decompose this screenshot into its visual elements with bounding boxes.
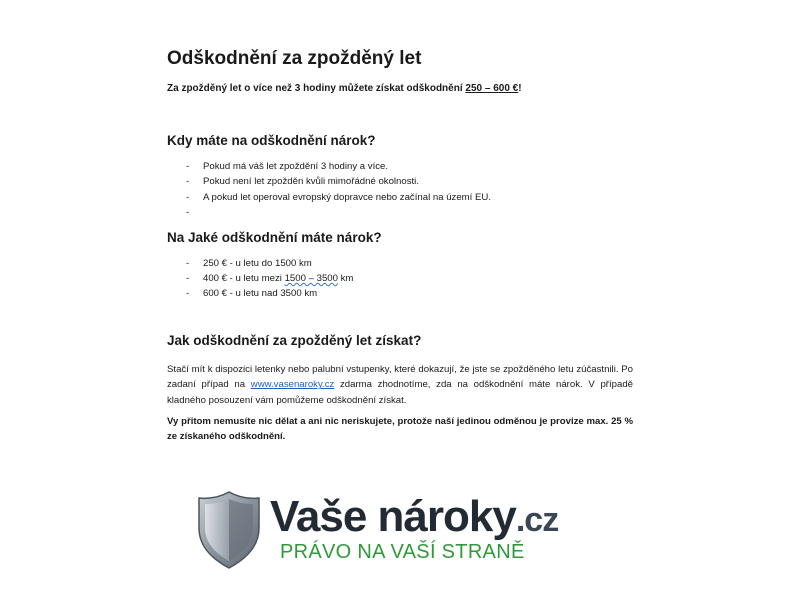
- list-item-text: Pokud není let zpožděn kvůli mimořádné okolnosti.: [203, 176, 419, 188]
- list-item-text: A pokud let operoval evropský dopravce nebo začínal na území EU.: [203, 191, 491, 203]
- how-text-b: zdarma zhodnotíme, zda na odškodnění máte nárok. V případě kladného posouzení vám pomůžeme odškodnění získat.: [167, 379, 633, 407]
- brand-tagline: PRÁVO NA VAŠÍ STRANĚ: [280, 541, 525, 563]
- list-item: - A pokud let operoval evropský dopravce nebo začínal na území EU.: [186, 191, 491, 203]
- heading-how: Jak odškodnění za zpožděný let získat?: [167, 332, 422, 348]
- list-item-text: 400 € - u letu mezi: [203, 273, 285, 285]
- heading-which: Na Jaké odškodnění máte nárok?: [167, 229, 382, 245]
- list-item-text: 600 € - u letu nad 3500 km: [203, 288, 318, 300]
- list-item-text: 250 € - u letu do 1500 km: [203, 257, 312, 269]
- brand-tld: .cz: [515, 501, 559, 539]
- intro-text: [167, 82, 633, 96]
- website-link[interactable]: www.vasenaroky.cz: [250, 379, 335, 391]
- list-item: - Pokud má váš let zpoždění 3 hodiny a více.: [186, 161, 389, 172]
- conditions-list: [167, 159, 633, 221]
- distance-range: 1500 – 3500: [284, 273, 338, 285]
- list-item: - 400 € - u letu mezi 1500 – 3500 km: [186, 273, 354, 285]
- intro-suffix: !: [518, 83, 522, 94]
- list-item: -: [186, 207, 190, 219]
- amounts-list: [167, 256, 633, 302]
- brand-text: Vaše nároky: [270, 492, 516, 541]
- list-item: - 250 € - u letu do 1500 km: [186, 257, 312, 269]
- page-title: Odškodnění za zpožděný let: [167, 48, 422, 69]
- how-text-a: Stačí mít k dispozici letenky nebo palubní vstupenky, které dokazují, že jste se zpožděného letu zúčastnili. Po zadaní případ na: [167, 363, 633, 391]
- intro-amount: 250 – 600 €: [465, 83, 519, 94]
- heading-when: Kdy máte na odškodnění nárok?: [167, 133, 376, 148]
- list-item-unit: km: [337, 273, 354, 285]
- shield-icon: [196, 490, 262, 570]
- intro-prefix: Za zpožděný let o více než 3 hodiny můžete získat odškodnění: [167, 83, 466, 94]
- document-content: [167, 46, 633, 445]
- list-item: - 600 € - u letu nad 3500 km: [186, 288, 318, 300]
- list-item: - Pokud není let zpožděn kvůli mimořádné okolnosti.: [186, 176, 419, 188]
- company-logo: [196, 490, 616, 570]
- how-paragraph: [167, 362, 633, 409]
- brand-name: [270, 492, 558, 545]
- list-item-text: Pokud má váš let zpoždění 3 hodiny a více.: [203, 161, 389, 172]
- no-risk-paragraph: Vy přitom nemusíte nic dělat a ani nic neriskujete, protože naší jedinou odměnou je provize max. 25 % ze získaného odškodnění.: [167, 415, 633, 443]
